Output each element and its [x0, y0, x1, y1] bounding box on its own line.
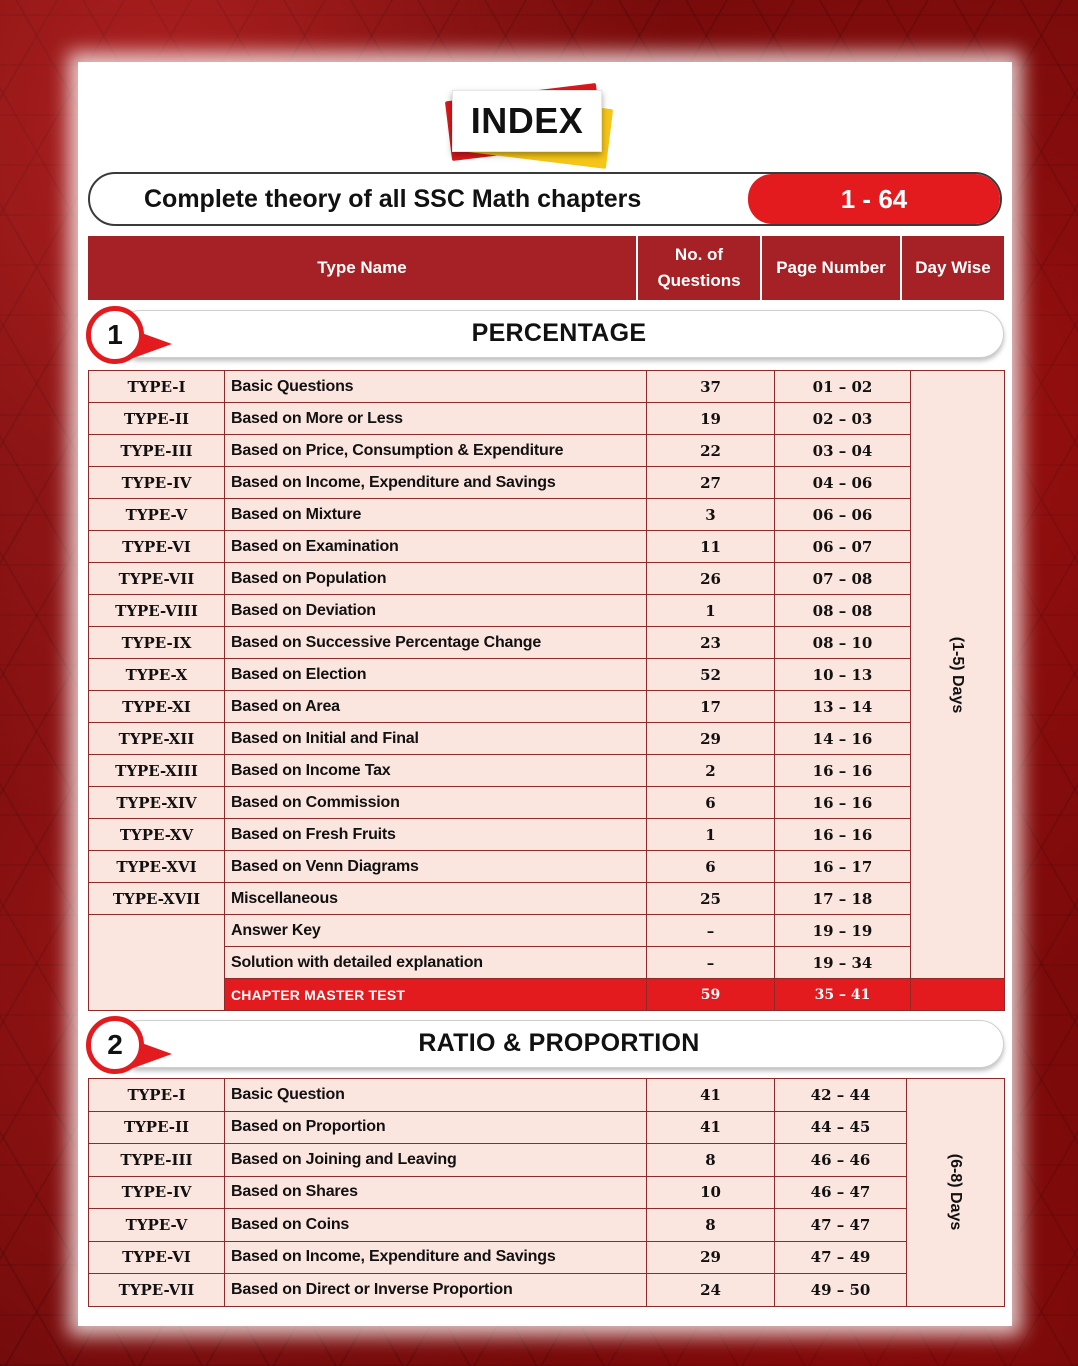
type-cell: TYPE-V	[89, 1209, 225, 1242]
day-wise-label: (6-8) Days	[947, 1154, 965, 1231]
type-name-cell: Based on Fresh Fruits	[225, 819, 647, 851]
type-cell: TYPE-XVI	[89, 851, 225, 883]
table-row	[89, 371, 1005, 403]
questions-cell: 6	[647, 787, 775, 819]
type-cell: TYPE-I	[89, 1079, 225, 1112]
type-name-cell: Based on Shares	[225, 1176, 647, 1209]
empty-type-cell	[89, 915, 225, 1011]
page-range-cell: 08 – 08	[775, 595, 911, 627]
questions-cell: 52	[647, 659, 775, 691]
day-wise-label: (1-5) Days	[949, 636, 967, 713]
type-name-cell: Based on More or Less	[225, 403, 647, 435]
chapter-header-1	[86, 306, 1004, 362]
table-row	[89, 1079, 1005, 1112]
index-title: INDEX	[452, 90, 602, 152]
questions-cell: 37	[647, 371, 775, 403]
type-cell: TYPE-IX	[89, 627, 225, 659]
questions-cell: 26	[647, 563, 775, 595]
type-name-cell: Based on Examination	[225, 531, 647, 563]
index-badge	[442, 78, 618, 170]
questions-cell: 10	[647, 1176, 775, 1209]
headline-text: Complete theory of all SSC Math chapters	[144, 185, 642, 213]
page-range-cell: 46 – 47	[775, 1176, 907, 1209]
page-range-cell: 06 – 06	[775, 499, 911, 531]
table-row	[89, 819, 1005, 851]
type-name-cell: Based on Deviation	[225, 595, 647, 627]
table-row	[89, 1111, 1005, 1144]
type-cell: TYPE-III	[89, 1144, 225, 1177]
table-row	[89, 1209, 1005, 1242]
type-name-cell: Based on Income, Expenditure and Savings	[225, 1241, 647, 1274]
page-range-cell: 49 – 50	[775, 1274, 907, 1307]
page-range-cell: 44 – 45	[775, 1111, 907, 1144]
type-name-cell: Miscellaneous	[225, 883, 647, 915]
questions-cell: 1	[647, 819, 775, 851]
type-name-cell: Based on Income, Expenditure and Savings	[225, 467, 647, 499]
type-name-cell: Basic Question	[225, 1079, 647, 1112]
chapter-title: RATIO & PROPORTION	[418, 1029, 700, 1057]
questions-cell: 23	[647, 627, 775, 659]
type-name-cell: Solution with detailed explanation	[225, 947, 647, 979]
questions-cell: 41	[647, 1079, 775, 1112]
type-cell: TYPE-VI	[89, 531, 225, 563]
type-cell: TYPE-XVII	[89, 883, 225, 915]
table-row	[89, 1144, 1005, 1177]
type-name-cell: Based on Election	[225, 659, 647, 691]
type-name-cell: Based on Commission	[225, 787, 647, 819]
table-row	[89, 1241, 1005, 1274]
questions-cell: 29	[647, 723, 775, 755]
questions-cell: 11	[647, 531, 775, 563]
page-range-cell: 06 – 07	[775, 531, 911, 563]
questions-cell: 8	[647, 1144, 775, 1177]
type-name-cell: Basic Questions	[225, 371, 647, 403]
questions-cell: 27	[647, 467, 775, 499]
type-cell: TYPE-XII	[89, 723, 225, 755]
page-range-cell: 47 – 47	[775, 1209, 907, 1242]
table-row	[89, 595, 1005, 627]
chapter-number-badge: 2	[86, 1016, 144, 1074]
type-name-cell: Based on Initial and Final	[225, 723, 647, 755]
type-cell: TYPE-III	[89, 435, 225, 467]
page-range-cell: 16 – 16	[775, 755, 911, 787]
type-cell: TYPE-XI	[89, 691, 225, 723]
table-row	[89, 883, 1005, 915]
page-range-cell: 19 – 19	[775, 915, 911, 947]
type-cell: TYPE-X	[89, 659, 225, 691]
col-type-name: Type Name	[88, 236, 638, 300]
questions-cell: 2	[647, 755, 775, 787]
master-test-name: CHAPTER MASTER TEST	[225, 979, 647, 1011]
questions-cell: 24	[647, 1274, 775, 1307]
table-row	[89, 467, 1005, 499]
questions-cell: 1	[647, 595, 775, 627]
page-range-cell: 10 – 13	[775, 659, 911, 691]
questions-cell: 17	[647, 691, 775, 723]
page-range-cell: 19 – 34	[775, 947, 911, 979]
questions-cell: 6	[647, 851, 775, 883]
type-name-cell: Based on Joining and Leaving	[225, 1144, 647, 1177]
questions-cell: 25	[647, 883, 775, 915]
type-name-cell: Based on Price, Consumption & Expenditure	[225, 435, 647, 467]
questions-cell: –	[647, 915, 775, 947]
type-name-cell: Based on Mixture	[225, 499, 647, 531]
type-name-cell: Answer Key	[225, 915, 647, 947]
type-name-cell: Based on Proportion	[225, 1111, 647, 1144]
table-row	[89, 1274, 1005, 1307]
table-row	[89, 755, 1005, 787]
page-range-cell: 42 – 44	[775, 1079, 907, 1112]
page-range-cell: 02 – 03	[775, 403, 911, 435]
type-cell: TYPE-VII	[89, 563, 225, 595]
col-page-number: Page Number	[762, 236, 902, 300]
page-range-cell: 13 – 14	[775, 691, 911, 723]
page-range-cell: 04 – 06	[775, 467, 911, 499]
page-range-cell: 07 – 08	[775, 563, 911, 595]
type-cell: TYPE-I	[89, 371, 225, 403]
table-row	[89, 691, 1005, 723]
type-cell: TYPE-IV	[89, 1176, 225, 1209]
type-name-cell: Based on Income Tax	[225, 755, 647, 787]
index-page	[78, 62, 1012, 1326]
page-range-cell: 03 – 04	[775, 435, 911, 467]
page-range-cell: 16 – 16	[775, 787, 911, 819]
table-row	[89, 435, 1005, 467]
col-questions: No. of Questions	[638, 236, 762, 300]
page-range-cell: 16 – 17	[775, 851, 911, 883]
day-wise-cell	[911, 371, 1005, 979]
type-cell: TYPE-XIV	[89, 787, 225, 819]
type-cell: TYPE-XV	[89, 819, 225, 851]
type-name-cell: Based on Venn Diagrams	[225, 851, 647, 883]
table-row	[89, 563, 1005, 595]
type-name-cell: Based on Area	[225, 691, 647, 723]
questions-cell: –	[647, 947, 775, 979]
type-cell: TYPE-VII	[89, 1274, 225, 1307]
type-cell: TYPE-II	[89, 1111, 225, 1144]
page-range-cell: 14 – 16	[775, 723, 911, 755]
type-cell: TYPE-XIII	[89, 755, 225, 787]
type-name-cell: Based on Population	[225, 563, 647, 595]
chapter-header-2	[86, 1016, 1004, 1072]
page-range-cell: 16 – 16	[775, 819, 911, 851]
questions-cell: 22	[647, 435, 775, 467]
type-cell: TYPE-VIII	[89, 595, 225, 627]
table-row	[89, 627, 1005, 659]
page-range-cell: 47 – 49	[775, 1241, 907, 1274]
headline-pill	[88, 172, 1002, 226]
master-test-pages: 35 – 41	[775, 979, 911, 1011]
master-test-questions: 59	[647, 979, 775, 1011]
questions-cell: 19	[647, 403, 775, 435]
type-cell: TYPE-IV	[89, 467, 225, 499]
master-test-day-cell	[911, 979, 1005, 1011]
table-row	[89, 787, 1005, 819]
table-row	[89, 659, 1005, 691]
page-range-cell: 46 – 46	[775, 1144, 907, 1177]
day-wise-cell	[907, 1079, 1005, 1307]
type-name-cell: Based on Coins	[225, 1209, 647, 1242]
chapter-title: PERCENTAGE	[471, 319, 647, 347]
page-range-cell: 01 – 02	[775, 371, 911, 403]
chapter-1-table	[88, 370, 1005, 1011]
table-row	[89, 723, 1005, 755]
table-row	[89, 947, 1005, 979]
questions-cell: 8	[647, 1209, 775, 1242]
chapter-2-table	[88, 1078, 1005, 1307]
questions-cell: 3	[647, 499, 775, 531]
table-row	[89, 531, 1005, 563]
chapter-number-badge: 1	[86, 306, 144, 364]
type-cell: TYPE-VI	[89, 1241, 225, 1274]
page-range-cell: 17 – 18	[775, 883, 911, 915]
table-row	[89, 851, 1005, 883]
type-name-cell: Based on Direct or Inverse Proportion	[225, 1274, 647, 1307]
column-header	[88, 236, 1004, 300]
table-row	[89, 403, 1005, 435]
page-range-cell: 08 – 10	[775, 627, 911, 659]
table-row	[89, 499, 1005, 531]
type-cell: TYPE-II	[89, 403, 225, 435]
questions-cell: 29	[647, 1241, 775, 1274]
type-name-cell: Based on Successive Percentage Change	[225, 627, 647, 659]
col-day-wise: Day Wise	[915, 257, 991, 277]
questions-cell: 41	[647, 1111, 775, 1144]
master-test-row	[89, 979, 1005, 1011]
headline-page-range: 1 - 64	[748, 174, 1000, 224]
table-row	[89, 915, 1005, 947]
table-row	[89, 1176, 1005, 1209]
type-cell: TYPE-V	[89, 499, 225, 531]
